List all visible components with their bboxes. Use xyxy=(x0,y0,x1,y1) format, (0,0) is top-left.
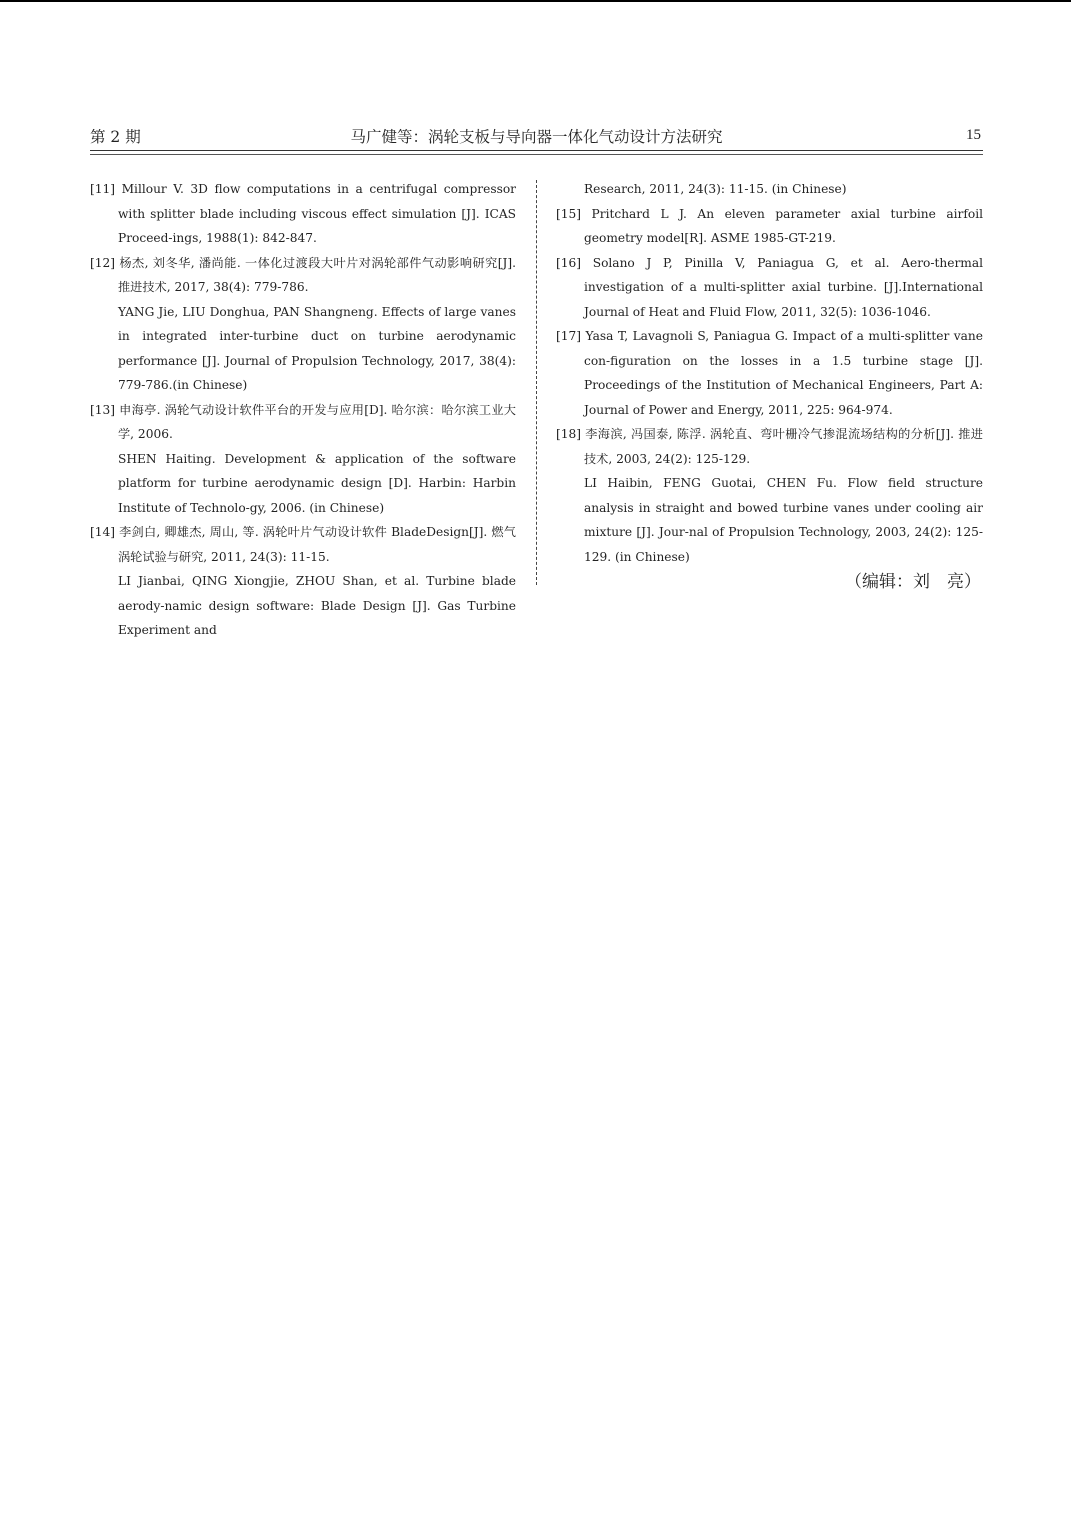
editor-credit: （编辑：刘 亮） xyxy=(845,572,981,592)
reference-17: [17] Yasa T, Lavagnoli S, Paniagua G. Impact of a multi-splitter vane con-figuration on the losses in a 1.5 turbine stage [J]. Proceedings of the Institution of Mechanical Engineers, Part A: Journal of Power and Energy, 2011, 225: 964-974. xyxy=(556,329,983,417)
reference-15: [15] Pritchard L J. An eleven parameter axial turbine airfoil geometry model[R]. ASME 1985-GT-219. xyxy=(556,206,983,245)
reference-18 xyxy=(556,422,983,471)
reference-18-zh: [18] 李海滨, 冯国泰, 陈浮. 涡轮直、弯叶栅冷气掺混流场结构的分析[J]. 推进技术, 2003, 24(2): 125-129. xyxy=(556,427,983,466)
header-rule-secondary xyxy=(90,154,983,155)
top-border-rule xyxy=(0,0,1071,2)
reference-13 xyxy=(90,398,516,447)
reference-13-en: SHEN Haiting. Development & application of the software platform for turbine aerodynamic design [D]. Harbin: Harbin Institute of Technolo-gy, 2006. (in Chinese) xyxy=(118,451,516,515)
running-title: 马广健等：涡轮支板与导向器一体化气动设计方法研究 xyxy=(350,128,723,146)
reference-14-zh: [14] 李剑白, 卿雄杰, 周山, 等. 涡轮叶片气动设计软件 BladeDesign[J]. 燃气涡轮试验与研究, 2011, 24(3): 11-15. xyxy=(90,525,516,564)
reference-13-zh: [13] 申海亭. 涡轮气动设计软件平台的开发与应用[D]. 哈尔滨：哈尔滨工业大学, 2006. xyxy=(90,402,516,441)
reference-12 xyxy=(90,251,516,300)
reference-18-en: LI Haibin, FENG Guotai, CHEN Fu. Flow field structure analysis in straight and bowed turbine vanes under cooling air mixture [J]. Jour-nal of Propulsion Technology, 2003, 24(2): 125-129. (in Chinese) xyxy=(584,476,983,564)
left-column xyxy=(90,177,516,643)
reference-16: [16] Solano J P, Pinilla V, Paniagua G, et al. Aero-thermal investigation of a multi-splitter axial turbine. [J].International Journal of Heat and Fluid Flow, 2011, 32(5): 1036-1046. xyxy=(556,255,983,319)
page-header xyxy=(90,126,983,148)
reference-14 xyxy=(90,520,516,569)
header-rule xyxy=(90,150,983,151)
reference-14-continued: Research, 2011, 24(3): 11-15. (in Chinese) xyxy=(584,182,847,196)
reference-11: [11] Millour V. 3D flow computations in a centrifugal compressor with splitter blade including viscous effect simulation [J]. ICAS Proceed-ings, 1988(1): 842-847. xyxy=(90,182,516,245)
reference-14-en: LI Jianbai, QING Xiongjie, ZHOU Shan, et al. Turbine blade aerody-namic design software: Blade Design [J]. Gas Turbine Experiment and xyxy=(118,574,516,637)
reference-12-zh: [12] 杨杰, 刘冬华, 潘尚能. 一体化过渡段大叶片对涡轮部件气动影响研究[J]. 推进技术, 2017, 38(4): 779-786. xyxy=(90,255,516,294)
right-column xyxy=(556,177,983,597)
issue-label: 第 2 期 xyxy=(90,128,141,146)
column-divider xyxy=(536,180,537,585)
page-number: 15 xyxy=(966,127,981,143)
reference-12-en: YANG Jie, LIU Donghua, PAN Shangneng. Effects of large vanes in integrated inter-turbine duct on turbine aerodynamic performance [J]. Journal of Propulsion Technology, 2017, 38(4): 779-786.(in Chinese) xyxy=(118,304,516,392)
